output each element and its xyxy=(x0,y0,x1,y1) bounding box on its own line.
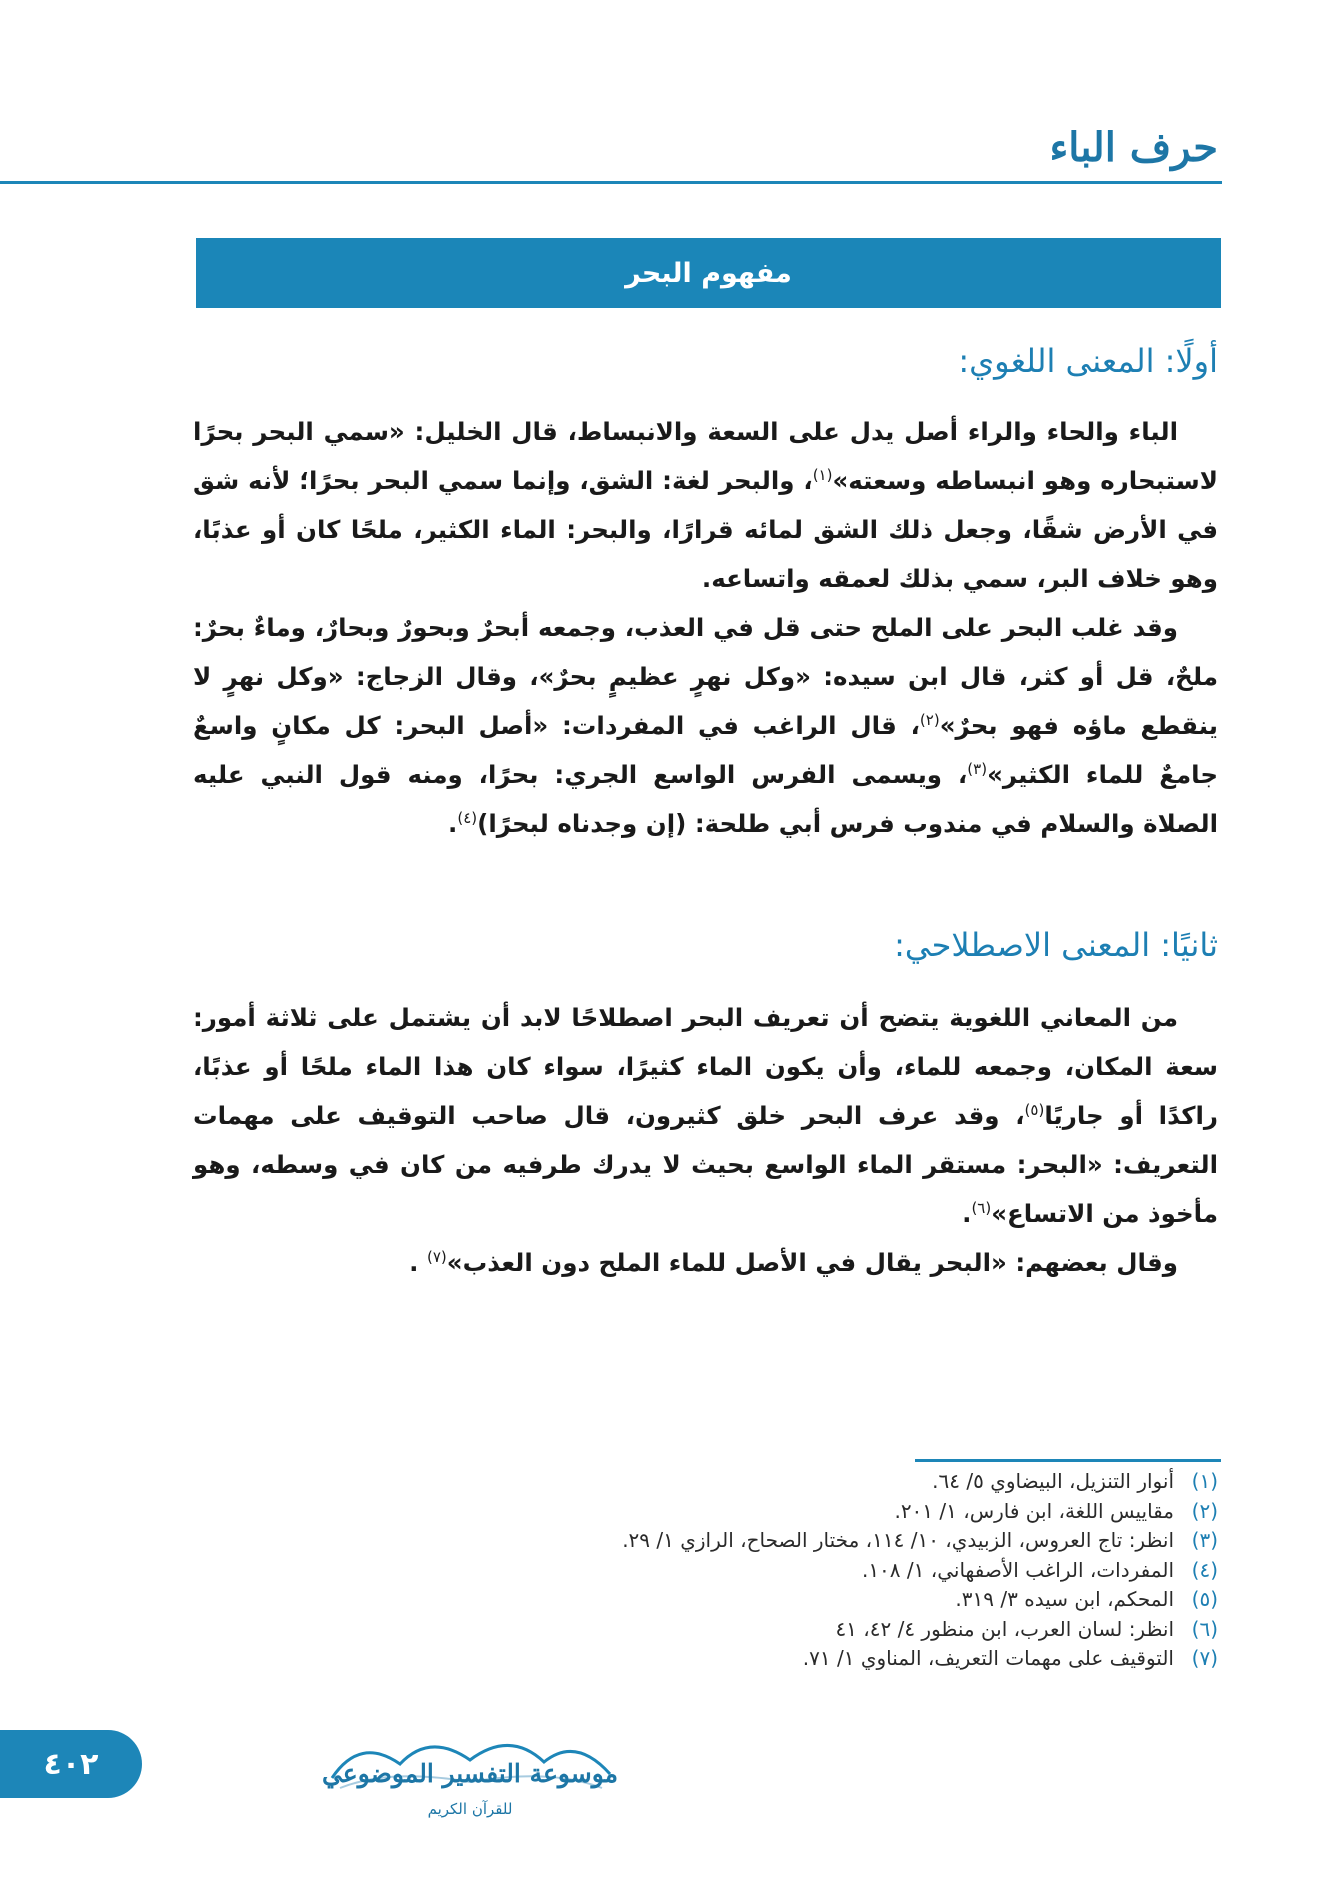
footnote-ref[interactable]: (٢) xyxy=(919,710,940,729)
text-run: ، ويسمى الفرس الواسع الجري: بحرًا، ومنه قول النبي عليه الصلاة والسلام في مندوب فرس أبي طلحة: (إن وجدناه لبحرًا) xyxy=(193,760,1218,838)
text-run: . xyxy=(448,809,458,838)
footnote-item xyxy=(193,1585,1218,1615)
running-title: حرف الباء xyxy=(1049,124,1218,171)
text-run: ، قال الراغب في المفردات: «أصل البحر: كل مكانٍ واسعٌ جامعٌ للماء الكثير» xyxy=(193,711,1218,789)
footnote-ref[interactable]: (٣) xyxy=(967,759,988,778)
page-number-badge xyxy=(0,1730,142,1798)
footnote-item xyxy=(193,1497,1218,1527)
footnotes-list xyxy=(193,1467,1218,1674)
logo-main-text: موسوعة التفسير الموضوعي xyxy=(321,1759,619,1788)
footnote-text: انظر: لسان العرب، ابن منظور ٤/ ٤٢، ٤١ xyxy=(835,1616,1174,1641)
linguistic-body xyxy=(193,407,1218,848)
text-run: وقد غلب البحر على الملح حتى قل في العذب، وجمعه أبحرٌ وبحورٌ وبحارٌ، وماءٌ بحرٌ: ملحٌ، قل أو كثر، قال ابن سيده: «وكل نهرٍ عظيمٍ بحرٌ»، وقال الزجاج: «وكل نهرٍ لا ينقطع ماؤه فهو بحرٌ» xyxy=(193,613,1218,740)
footnote-number: (١) xyxy=(1191,1469,1218,1493)
footnote-ref[interactable]: (٥) xyxy=(1024,1100,1045,1119)
text-run: . xyxy=(409,1248,427,1277)
logo-sub-text: للقرآن الكريم xyxy=(427,1800,513,1818)
footnote-item xyxy=(193,1556,1218,1586)
footnote-text: أنوار التنزيل، البيضاوي ٥/ ٦٤. xyxy=(932,1469,1174,1493)
footnote-number: (٢) xyxy=(1191,1498,1218,1523)
banner-title: مفهوم البحر xyxy=(625,257,792,289)
footnote-text: مقاييس اللغة، ابن فارس، ١/ ٢٠١. xyxy=(894,1498,1174,1523)
header-rule xyxy=(0,181,1222,184)
page-number: ٤٠٢ xyxy=(43,1746,99,1782)
text-run: . xyxy=(962,1199,972,1228)
paragraph xyxy=(193,603,1218,848)
footnote-text: المفردات، الراغب الأصفهاني، ١/ ١٠٨. xyxy=(861,1557,1174,1582)
paragraph xyxy=(193,407,1218,603)
footnote-ref[interactable]: (٦) xyxy=(971,1198,992,1217)
footnote-number: (٤) xyxy=(1191,1557,1218,1582)
footnote-text: انظر: تاج العروس، الزبيدي، ١٠/ ١١٤، مختار الصحاح، الرازي ١/ ٢٩. xyxy=(622,1528,1174,1552)
technical-body xyxy=(193,993,1218,1287)
chapter-banner xyxy=(196,238,1221,308)
paragraph xyxy=(193,993,1218,1238)
footnote-text: التوقيف على مهمات التعريف، المناوي ١/ ٧١. xyxy=(802,1646,1174,1670)
footnote-ref[interactable]: (٤) xyxy=(457,808,478,827)
paragraph xyxy=(193,1238,1218,1287)
footnote-item xyxy=(193,1615,1218,1645)
footnote-ref[interactable]: (٧) xyxy=(426,1247,447,1266)
section-heading-technical: ثانيًا: المعنى الاصطلاحي: xyxy=(894,926,1218,964)
text-run: ، والبحر لغة: الشق، وإنما سمي البحر بحرًا؛ لأنه شق في الأرض شقًا، وجعل ذلك الشق لمائه قرارًا، والبحر: الماء الكثير، ملحًا كان أو عذبًا، وهو خلاف البر، سمي بذلك لعمقه واتساعه. xyxy=(193,466,1218,593)
footnote-text: المحكم، ابن سيده ٣/ ٣١٩. xyxy=(955,1587,1174,1611)
footnote-number: (٧) xyxy=(1191,1646,1218,1670)
text-run: ، وقد عرف البحر خلق كثيرون، قال صاحب التوقيف على مهمات التعريف: «البحر: مستقر الماء الواسع بحيث لا يدرك طرفيه من كان في وسطه، وهو مأخوذ من الاتساع» xyxy=(193,1101,1218,1228)
footnote-item xyxy=(193,1644,1218,1674)
footnote-item xyxy=(193,1526,1218,1556)
text-run: وقال بعضهم: «البحر يقال في الأصل للماء الملح دون العذب» xyxy=(446,1248,1178,1277)
footnote-number: (٥) xyxy=(1191,1587,1218,1611)
encyclopedia-logo xyxy=(320,1718,620,1824)
section-heading-linguistic: أولًا: المعنى اللغوي: xyxy=(958,342,1218,380)
footnote-rule xyxy=(915,1459,1221,1462)
footnote-number: (٦) xyxy=(1191,1616,1218,1641)
footnote-item xyxy=(193,1467,1218,1497)
footnote-number: (٣) xyxy=(1191,1528,1218,1552)
footnote-ref[interactable]: (١) xyxy=(812,465,833,484)
text-run: من المعاني اللغوية يتضح أن تعريف البحر اصطلاحًا لابد أن يشتمل على ثلاثة أمور: سعة المكان، وجمعه للماء، وأن يكون الماء كثيرًا، سواء كان هذا الماء ملحًا أو عذبًا، راكدًا أو جاريًا xyxy=(193,1003,1218,1130)
text-run: الباء والحاء والراء أصل يدل على السعة والانبساط، قال الخليل: «سمي البحر بحرًا لاستبحاره وهو انبساطه وسعته» xyxy=(193,417,1218,495)
